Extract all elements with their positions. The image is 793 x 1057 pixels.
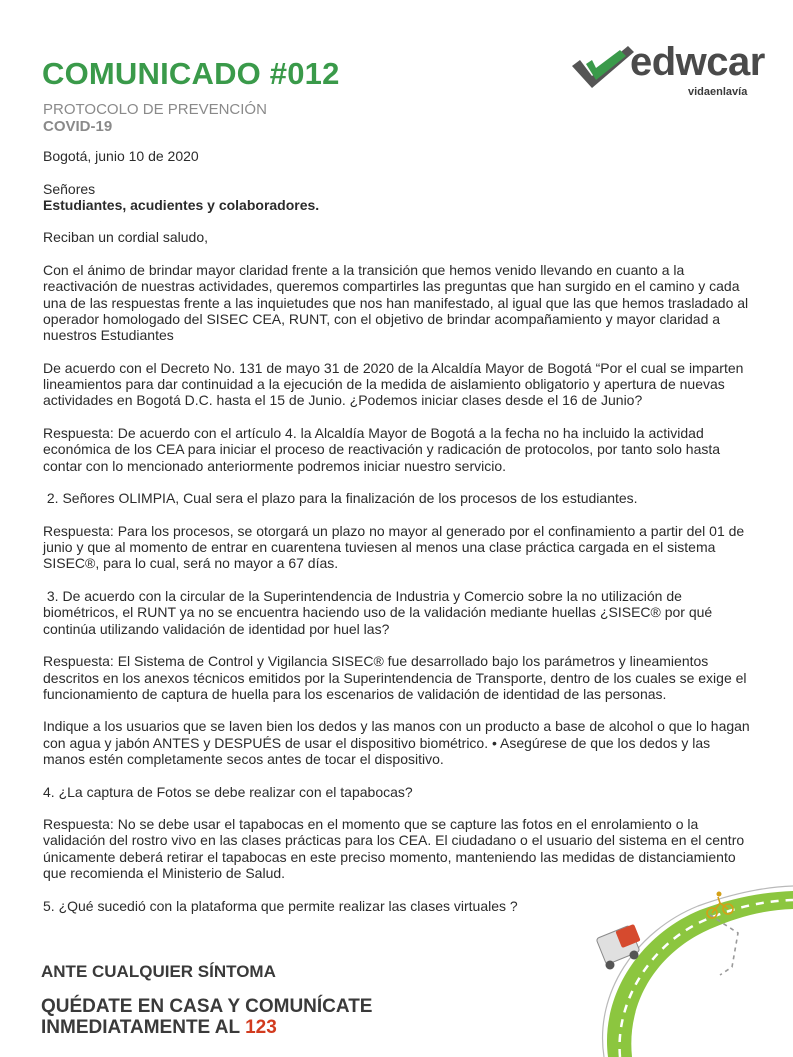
logo-tagline: vidaenlavía: [688, 86, 748, 98]
footer-emergency-number: 123: [245, 1017, 277, 1038]
letter-recipients-block: [43, 181, 755, 214]
footer-symptom-line: ANTE CUALQUIER SÍNTOMA: [41, 962, 276, 981]
letter-date: Bogotá, junio 10 de 2020: [43, 148, 199, 164]
page-title: COMUNICADO #012: [42, 56, 340, 91]
paragraph-intro: Con el ánimo de brindar mayor claridad frente a la transición que hemos venido llevando en cuanto a la reactivación de nuestras actividades, queremos compartirles las preguntas que han surgido en el camino y cada una de las respuestas frente a las inquietudes que nos han manifestado, al igual que las que hemos trasladado al operador homologado del SISEC CEA, RUNT, con el objetivo de brindar acompañamiento y mayor claridad a nuestros Estudiantes: [43, 262, 749, 344]
paragraph-question-2: 2. Señores OLIMPIA, Cual sera el plazo para la finalización de los procesos de los estudiantes.: [43, 490, 638, 507]
check-mark-logo-icon: [570, 44, 636, 90]
footer-call-line: [41, 1017, 372, 1038]
footer-stay-home-line: QUÉDATE EN CASA Y COMUNÍCATE: [41, 996, 373, 1017]
letter-body: [43, 148, 755, 930]
paragraph-answer-2: Respuesta: Para los procesos, se otorgará un plazo no mayor al generado por el confinamiento a partir del 01 de junio y que al momento de entrar en cuarentena tuviesen al menos una clase práctica cargada en el sistema SISEC®, para lo cual, será no mayor a 67 días.: [43, 522, 745, 572]
edwcar-logo: [570, 40, 770, 104]
subtitle: [43, 101, 267, 135]
letter-salutation: Señores: [43, 180, 96, 197]
footer-callout: [41, 962, 372, 1038]
subtitle-covid: COVID-19: [43, 118, 113, 135]
logo-wordmark: edwcar: [630, 40, 765, 84]
paragraph-answer-1: Respuesta: De acuerdo con el artículo 4. la Alcaldía Mayor de Bogotá a la fecha no ha incluido la actividad económica de los CEA para iniciar el proceso de reactivación y radicación de protocolos, por tanto solo hasta contar con lo mencionado anteriormente podremos iniciar nuestro servicio.: [43, 425, 721, 474]
subtitle-protocol: PROTOCOLO DE PREVENCIÓN: [43, 101, 267, 118]
paragraph-hygiene-instructions: Indique a los usuarios que se laven bien los dedos y las manos con un producto a base de alcohol o que lo hagan con agua y jabón ANTES y DESPUÉS de usar el dispositivo biométrico. • Asegúrese de que los dedos y las manos estén completamente secos antes de tocar el dispositivo.: [43, 718, 750, 767]
footer-call-prefix: INMEDIATAMENTE AL: [41, 1017, 246, 1038]
paragraph-question-4: 4. ¿La captura de Fotos se debe realizar con el tapabocas?: [43, 783, 413, 800]
paragraph-answer-4: Respuesta: No se debe usar el tapabocas en el momento que se capture las fotos en el enrolamiento o la validación del rostro vivo en las clases prácticas para los CEA. El ciudadano o el usuario del sistema en el centro únicamente deberá retirar el tapabocas en este preciso momento, manteniendo las medidas de distanciamiento que recomienda el Ministerio de Salud.: [43, 816, 745, 882]
paragraph-question-1: De acuerdo con el Decreto No. 131 de mayo 31 de 2020 de la Alcaldía Mayor de Bogotá “Por el cual se imparten lineamientos para dar continuidad a la ejecución de la medida de aislamiento obligatorio y apertura de nuevas actividades en Bogotá D.C. hasta el 15 de Junio. ¿Podemos iniciar clases desde el 16 de Junio?: [43, 359, 744, 409]
road-illustration: [560, 875, 793, 1057]
letter-greeting: Reciban un cordial saludo,: [43, 229, 208, 246]
paragraph-answer-3: Respuesta: El Sistema de Control y Vigilancia SISEC® fue desarrollado bajo los parámetros y lineamientos descritos en los anexos técnicos emitidos por la Superintendencia de Transporte, dentro de los cuales se exige el funcionamiento de captura de huella para los escenarios de validación de identidad de las personas.: [43, 653, 747, 702]
letter-recipients: Estudiantes, acudientes y colaboradores.: [43, 196, 320, 213]
road-green-band: [607, 891, 793, 1057]
paragraph-question-3: 3. De acuerdo con la circular de la Superintendencia de Industria y Comercio sobre la no utilización de biométricos, el RUNT ya no se encuentra haciendo uso de la validación mediante huellas ¿SISEC® por qué continúa utilizando validación de identidad por huel las?: [43, 588, 717, 637]
paragraph-question-5: 5. ¿Qué sucedió con la plataforma que permite realizar las clases virtuales ?: [43, 897, 518, 914]
